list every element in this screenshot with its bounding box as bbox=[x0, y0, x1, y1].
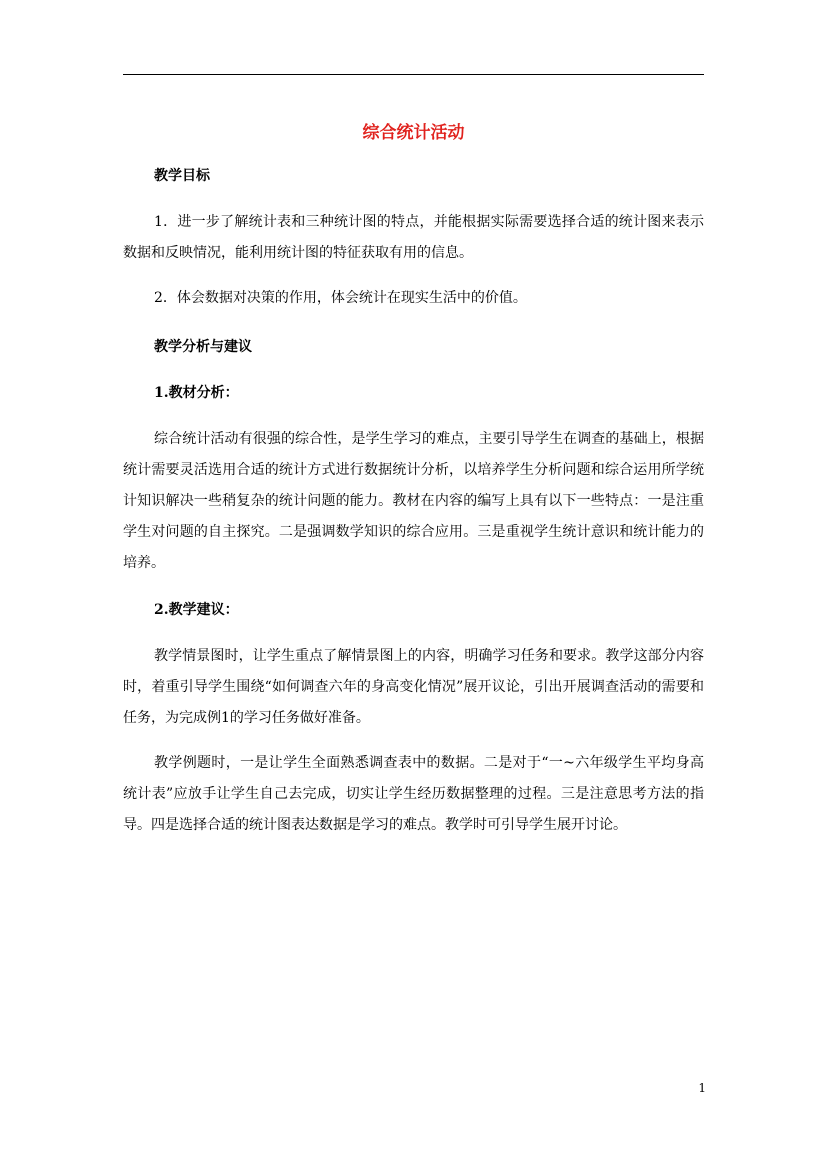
section-heading-teaching-goals: 教学目标 bbox=[154, 168, 210, 184]
section-heading-material-analysis: 1.教材分析： bbox=[154, 385, 239, 401]
header-rule bbox=[123, 74, 704, 75]
section-heading-analysis: 教学分析与建议 bbox=[154, 339, 252, 355]
paragraph-goal-1: 1．进一步了解统计表和三种统计图的特点，并能根据实际需要选择合适的统计图来表示数据和反映情况，能利用统计图的特征获取有用的信息。 bbox=[123, 214, 704, 261]
paragraph-goal-2: 2．体会数据对决策的作用，体会统计在现实生活中的价值。 bbox=[154, 290, 527, 306]
paragraph-suggestion-2: 教学例题时，一是让学生全面熟悉调查表中的数据。二是对于“一~六年级学生平均身高统计表”应放手让学生自己去完成，切实让学生经历数据整理的过程。三是注意思考方法的指导。四是选择合适的统计图表达数据是学习的难点。教学时可引导学生展开讨论。 bbox=[123, 755, 704, 833]
paragraph-suggestion-1: 教学情景图时，让学生重点了解情景图上的内容，明确学习任务和要求。教学这部分内容时，着重引导学生围绕“如何调查六年的身高变化情况”展开议论，引出开展调查活动的需要和任务，为完成例1的学习任务做好准备。 bbox=[123, 648, 704, 726]
document-title: 综合统计活动 bbox=[362, 123, 465, 143]
paragraph-material-analysis: 综合统计活动有很强的综合性，是学生学习的难点，主要引导学生在调查的基础上，根据统计需要灵活选用合适的统计方式进行数据统计分析，以培养学生分析问题和综合运用所学统计知识解决一些稍复杂的统计问题的能力。教材在内容的编写上具有以下一些特点：一是注重学生对问题的自主探究。二是强调数学知识的综合应用。三是重视学生统计意识和统计能力的培养。 bbox=[123, 431, 704, 571]
document-body bbox=[123, 163, 704, 841]
page-number: 1 bbox=[698, 1081, 706, 1095]
section-heading-teaching-suggestions: 2.教学建议： bbox=[154, 602, 239, 618]
